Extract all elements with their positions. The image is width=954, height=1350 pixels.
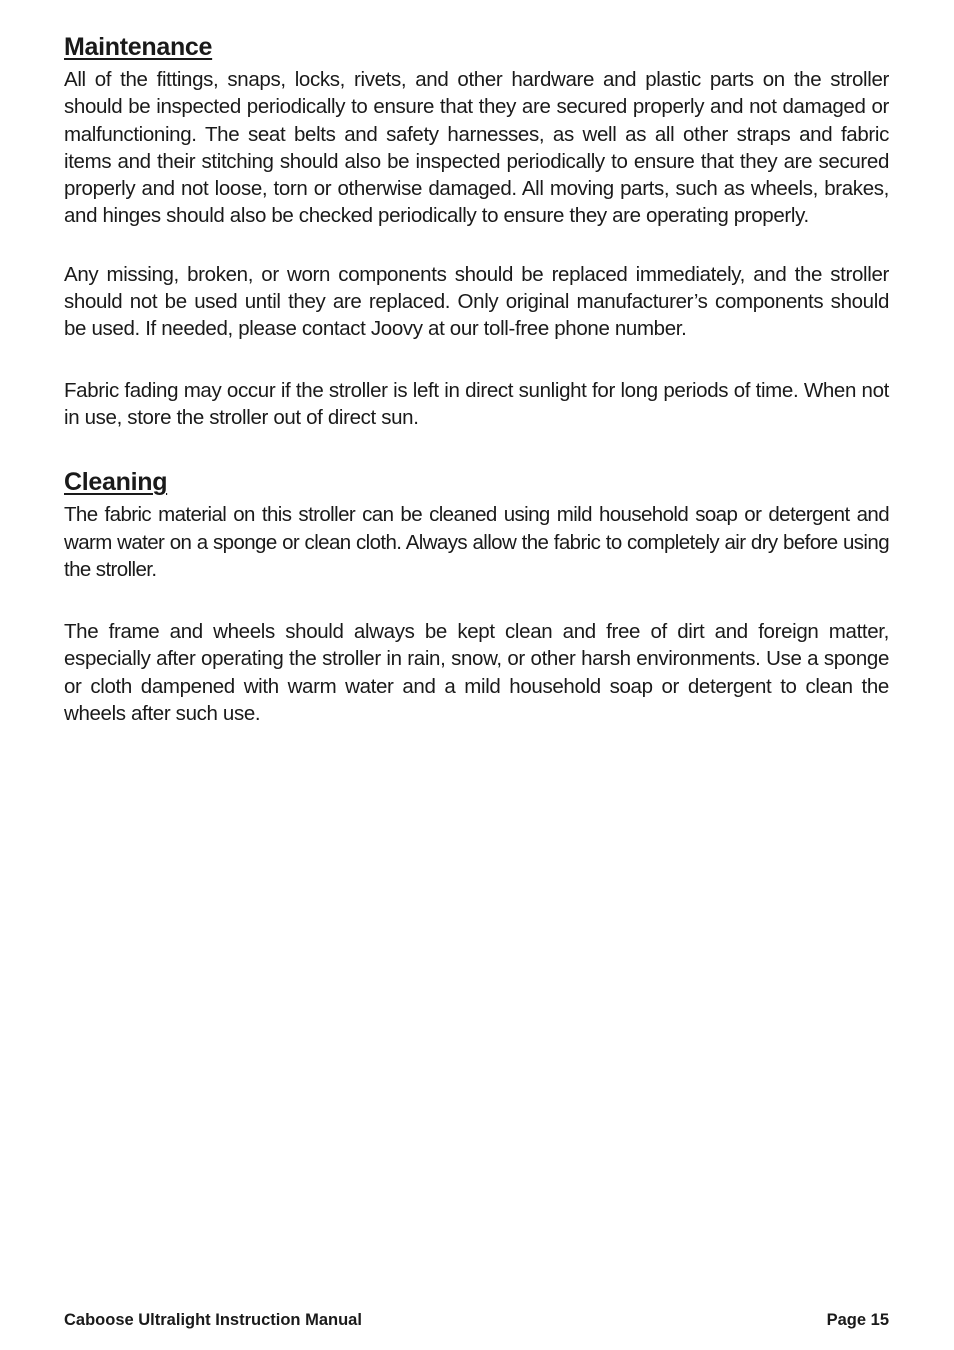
maintenance-heading: Maintenance bbox=[64, 33, 213, 61]
maintenance-paragraph-2: Any missing, broken, or worn components should be replaced immediately, and the stroller should not be used until they are replaced. Only original manufacturer’s components should be used. If needed, please contact Joovy at our toll-free phone number. bbox=[64, 262, 889, 341]
page-footer bbox=[64, 1309, 889, 1331]
footer-manual-title: Caboose Ultralight Instruction Manual bbox=[64, 1311, 362, 1329]
footer-page-number: Page 15 bbox=[826, 1311, 889, 1329]
cleaning-heading: Cleaning bbox=[64, 468, 168, 497]
cleaning-paragraph-2: The frame and wheels should always be kept clean and free of dirt and foreign matter, especially after operating the stroller in rain, snow, or other harsh environments. Use a sponge or cloth dampened with warm water and a mild household soap or detergent to clean the wheels after such use. bbox=[64, 620, 889, 726]
cleaning-paragraph-1: The fabric material on this stroller can be cleaned using mild household soap or detergent and warm water on a sponge or clean cloth. Always allow the fabric to completely air dry before using the stroller. bbox=[64, 503, 889, 581]
maintenance-paragraph-1: All of the fittings, snaps, locks, rivets, and other hardware and plastic parts on the stroller should be inspected periodically to ensure that they are secured properly and not damaged or malfunctioning. The seat belts and safety harnesses, as well as all other straps and fabric items and their stitching should also be inspected periodically to ensure that they are secured properly and not loose, torn or otherwise damaged. All moving parts, such as wheels, brakes, and hinges should also be checked periodically to ensure they are operating properly. bbox=[64, 68, 889, 228]
maintenance-paragraph-3: Fabric fading may occur if the stroller is left in direct sunlight for long periods of time. When not in use, store the stroller out of direct sun. bbox=[64, 378, 889, 429]
page-content bbox=[64, 30, 889, 727]
